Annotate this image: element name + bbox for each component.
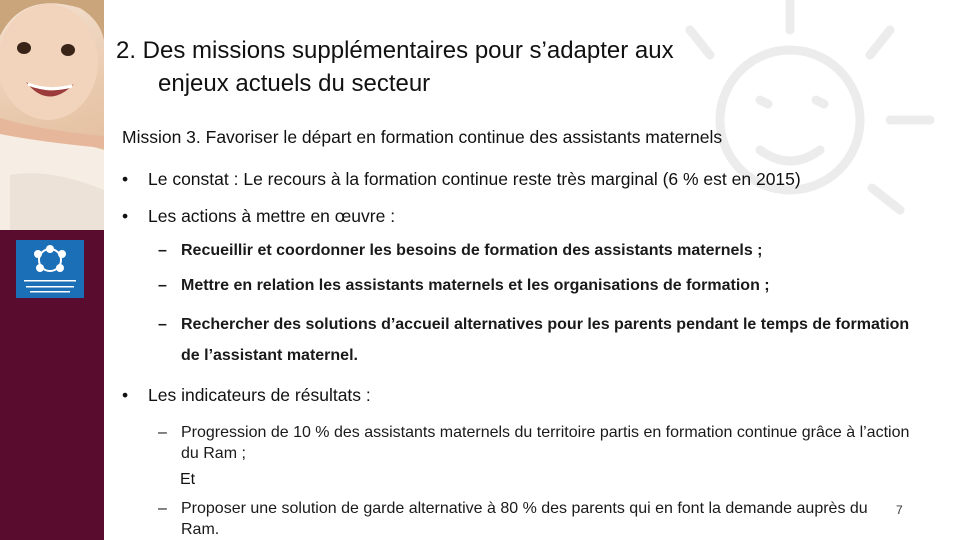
indicateurs-bullet [122, 385, 371, 406]
slide-title [116, 34, 876, 100]
indicateurs-label: Les indicateurs de résultats : [148, 385, 371, 405]
indicator-item-text: Proposer une solution de garde alternative à 80 % des parents qui en font la demande auprès du Ram. [181, 500, 868, 538]
action-item-text: Recueillir et coordonner les besoins de formation des assistants maternels ; [181, 242, 763, 259]
indicator-item [158, 422, 928, 464]
constat-text: Le recours à la formation continue reste très marginal (6 % est en 2015) [238, 169, 801, 189]
action-item-text: Mettre en relation les assistants maternels et les organisations de formation ; [181, 277, 770, 294]
caf-logo [16, 240, 84, 298]
constat-bullet [122, 169, 801, 190]
actions-bullet [122, 206, 396, 227]
action-item [158, 309, 928, 371]
title-line-1: 2. Des missions supplémentaires pour s’adapter aux [116, 37, 674, 64]
dash: – [158, 424, 167, 441]
mission-heading: Mission 3. Favoriser le départ en formation continue des assistants maternels [122, 127, 723, 147]
action-item-text: Rechercher des solutions d’accueil alternatives pour les parents pendant le temps de formation de l’assistant maternel. [181, 316, 910, 364]
action-item [158, 275, 928, 297]
dash: – [158, 316, 167, 333]
constat-label: Le constat : [148, 169, 239, 189]
child-photo [0, 0, 104, 230]
bullet-dot: • [122, 206, 129, 226]
page-number: 7 [896, 503, 903, 517]
indicator-item-text: Progression de 10 % des assistants maternels du territoire partis en formation continue grâce à l’action du Ram ; [181, 424, 910, 462]
title-line-2: enjeux actuels du secteur [158, 70, 431, 97]
connector-et: Et [180, 471, 196, 488]
bullet-dot: • [122, 169, 129, 189]
action-item [158, 240, 928, 262]
dash: – [158, 242, 167, 259]
actions-label: Les actions à mettre en œuvre : [148, 206, 396, 226]
dash: – [158, 500, 167, 517]
bullet-dot: • [122, 385, 129, 405]
indicator-item [158, 498, 908, 540]
dash: – [158, 277, 167, 294]
